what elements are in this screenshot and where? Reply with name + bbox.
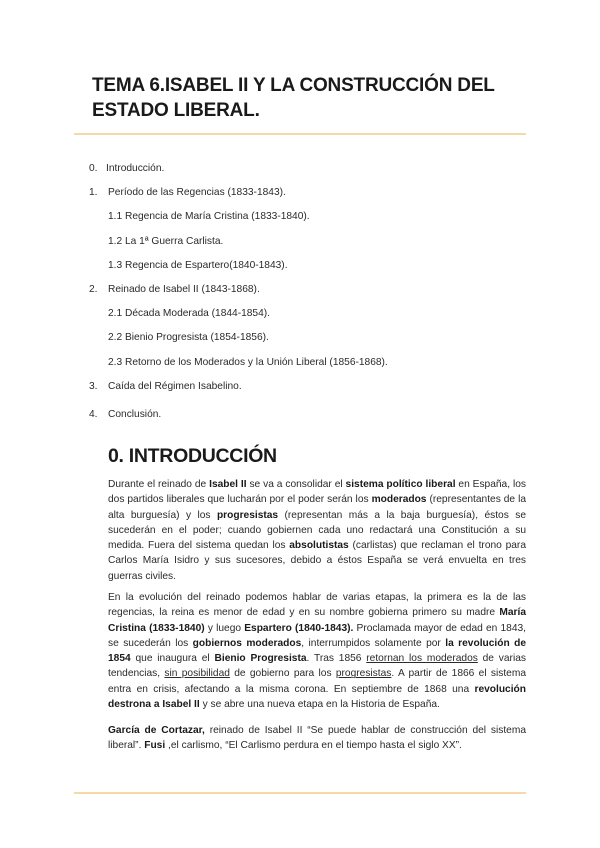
text-run: Durante el reinado de bbox=[108, 479, 210, 490]
text-run: (representantes de la alta burguesía) y los bbox=[108, 494, 526, 521]
text-run: (representan más a la baja burguesía), éstos se sucederán en el poder; cuando gobiernen cada uno redactará una Constitución a su medida. Fuera del sistema quedan los bbox=[108, 509, 526, 552]
toc-item-number: 4. bbox=[89, 409, 98, 420]
text-run: que inaugura el bbox=[130, 653, 215, 665]
text-run: de gobierno para los bbox=[229, 668, 336, 680]
bold-text: García de Cortazar, bbox=[108, 725, 205, 736]
bold-text: gobiernos moderados bbox=[192, 637, 302, 649]
toc-item-label: 2.3 Retorno de los Moderados y la Unión Liberal (1856-1868). bbox=[108, 357, 388, 368]
toc-item-label: Introducción. bbox=[106, 163, 165, 174]
bottom-divider bbox=[74, 792, 526, 794]
text-run: . Tras 1856 bbox=[306, 653, 367, 665]
text-run: y luego bbox=[204, 622, 245, 634]
text-run: de varias tendencias, bbox=[108, 653, 526, 680]
toc-item-label: 1.2 La 1ª Guerra Carlista. bbox=[108, 236, 224, 247]
bold-text: Bienio Progresista bbox=[214, 653, 307, 665]
bold-text: la revolución de 1854 bbox=[108, 637, 527, 665]
bold-text: progresistas bbox=[216, 509, 279, 521]
toc-item-label: 1.3 Regencia de Espartero(1840-1843). bbox=[108, 260, 288, 271]
text-run: y se abre una nueva etapa en la Historia de España. bbox=[199, 699, 440, 711]
bold-text: sistema político liberal bbox=[345, 479, 456, 490]
body-paragraph bbox=[108, 477, 526, 584]
underlined-text: progresistas bbox=[335, 668, 392, 680]
text-run: . A partir de 1866 el sistema entra en crisis, afectando a la misma corona. En septiembre de 1868 una bbox=[108, 668, 526, 695]
body-paragraph bbox=[108, 723, 526, 754]
text-run: , interrumpidos solamente por bbox=[301, 637, 446, 649]
underlined-text: sin posibilidad bbox=[164, 668, 230, 680]
toc-item-number: 2. bbox=[89, 284, 98, 295]
bold-text: Espartero (1840-1843). bbox=[244, 622, 354, 634]
bold-text: Fusi bbox=[144, 740, 166, 752]
text-run: en España, los dos partidos liberales que lucharán por el poder serán los bbox=[108, 479, 526, 506]
toc-item-label: Período de las Regencias (1833-1843). bbox=[108, 187, 286, 198]
toc-item-number: 1. bbox=[89, 187, 98, 198]
underlined-text: retornan los moderados bbox=[366, 653, 478, 665]
bold-text: revolución destrona a Isabel II bbox=[108, 683, 526, 711]
bold-text: absolutistas bbox=[289, 540, 349, 552]
toc-item-label: Caída del Régimen Isabelino. bbox=[108, 381, 242, 392]
section-heading: 0. INTRODUCCIÓN bbox=[108, 445, 277, 467]
toc-item-label: 2.2 Bienio Progresista (1854-1856). bbox=[108, 332, 269, 343]
document-title: TEMA 6.ISABEL II Y LA CONSTRUCCIÓN DEL ESTADO LIBERAL. bbox=[92, 75, 495, 121]
toc-item-label: 1.1 Regencia de María Cristina (1833-1840). bbox=[108, 211, 310, 222]
toc-item-label: Reinado de Isabel II (1843-1868). bbox=[108, 284, 260, 295]
toc-item-number: 3. bbox=[89, 381, 98, 392]
text-run: ,el carlismo, “El Carlismo perdura en el tiempo hasta el siglo XX”. bbox=[165, 740, 462, 752]
bold-text: moderados bbox=[371, 494, 427, 506]
text-run: En la evolución del reinado podemos hablar de varias etapas, la primera es la de las regencias, la reina es menor de edad y en su nombre gobierna primero su madre bbox=[108, 592, 526, 619]
toc-item-label: 2.1 Década Moderada (1844-1854). bbox=[108, 308, 270, 319]
text-run: se va a consolidar el bbox=[246, 479, 346, 490]
bold-text: María Cristina (1833-1840) bbox=[108, 607, 526, 634]
text-run: reinado de Isabel II “Se puede hablar de construcción del sistema liberal”. bbox=[108, 725, 526, 752]
text-run: (carlistas) que reclaman el trono para Carlos María Isidro y sus sucesores, debido a éstos España se verá envuelta en tres guerras civiles. bbox=[108, 540, 526, 582]
top-divider bbox=[74, 133, 526, 135]
text-run: Proclamada mayor de edad en 1843, se sucederán los bbox=[108, 622, 527, 649]
body-paragraph bbox=[108, 590, 526, 712]
bold-text: Isabel II bbox=[209, 479, 247, 490]
toc-item-label: Conclusión. bbox=[108, 409, 162, 420]
toc-item-number: 0. bbox=[89, 163, 98, 174]
